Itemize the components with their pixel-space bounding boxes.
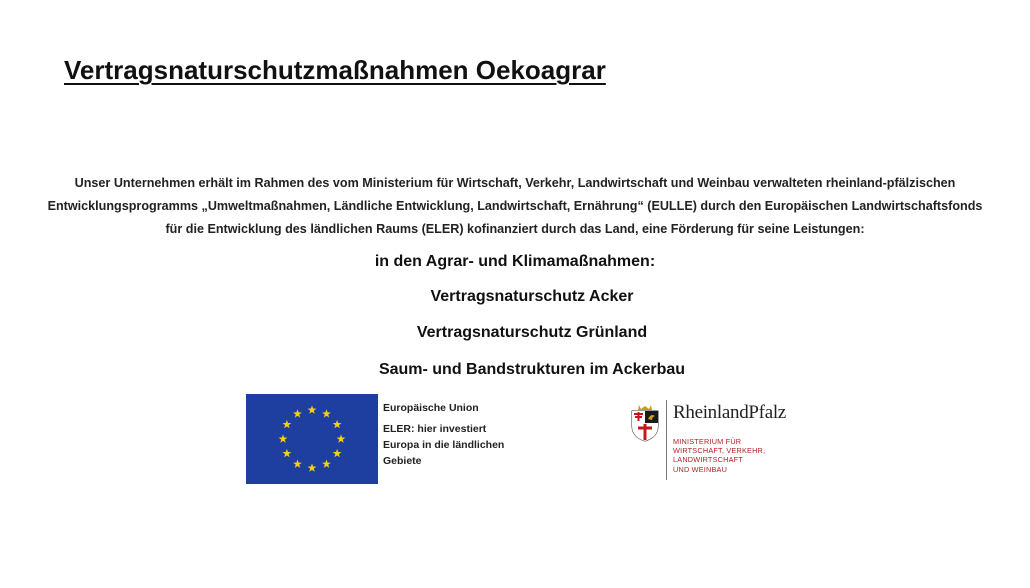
measure-item-acker: Vertragsnaturschutz Acker (430, 288, 634, 305)
measure-item-saumstrukturen: Saum- und Bandstrukturen im Ackerbau (378, 361, 686, 378)
rlp-ministry-logo (630, 398, 800, 482)
rlp-divider (666, 400, 667, 480)
intro-line: Entwicklungsprogramms „Umweltmaßnahmen, Ländliche Entwicklung, Landwirtschaft, Ernährung“ (EULLE) durch den Europäischen Landwirtschaftsfonds (47, 199, 983, 213)
eu-name: Europäische Union (383, 402, 479, 414)
page-title: Vertragsnaturschutzmaßnahmen Oekoagrar (64, 55, 606, 85)
intro-line: für die Entwicklung des ländlichen Raums (ELER) kofinanziert durch das Land, eine Förderung für seine Leistungen: (165, 222, 865, 236)
measures-heading: in den Agrar- und Klimamaßnahmen: (374, 253, 656, 270)
eler-line: Europa in die ländlichen (383, 439, 505, 451)
ministry-line: MINISTERIUM FÜR (673, 437, 742, 446)
rlp-ministry-name (673, 437, 798, 474)
eler-line: Gebiete (383, 455, 422, 467)
eler-statement (383, 421, 533, 469)
ministry-line: WIRTSCHAFT, VERKEHR, (673, 446, 766, 456)
ministry-line: LANDWIRTSCHAFT (673, 455, 743, 465)
ministry-line: UND WEINBAU (673, 464, 728, 474)
intro-paragraph (20, 172, 1010, 241)
eler-line: ELER: hier investiert (383, 423, 487, 435)
measure-item-gruenland: Vertragsnaturschutz Grünland (416, 324, 648, 341)
eu-funding-label (383, 402, 533, 469)
eu-flag-icon (246, 394, 378, 484)
rlp-coat-of-arms-icon (630, 404, 660, 442)
intro-line: Unser Unternehmen erhält im Rahmen des vom Ministerium für Wirtschaft, Verkehr, Landwirtschaft und Weinbau verwalteten rheinland-pfälzischen (74, 176, 956, 190)
rlp-wordmark: RheinlandPfalz (673, 402, 786, 423)
